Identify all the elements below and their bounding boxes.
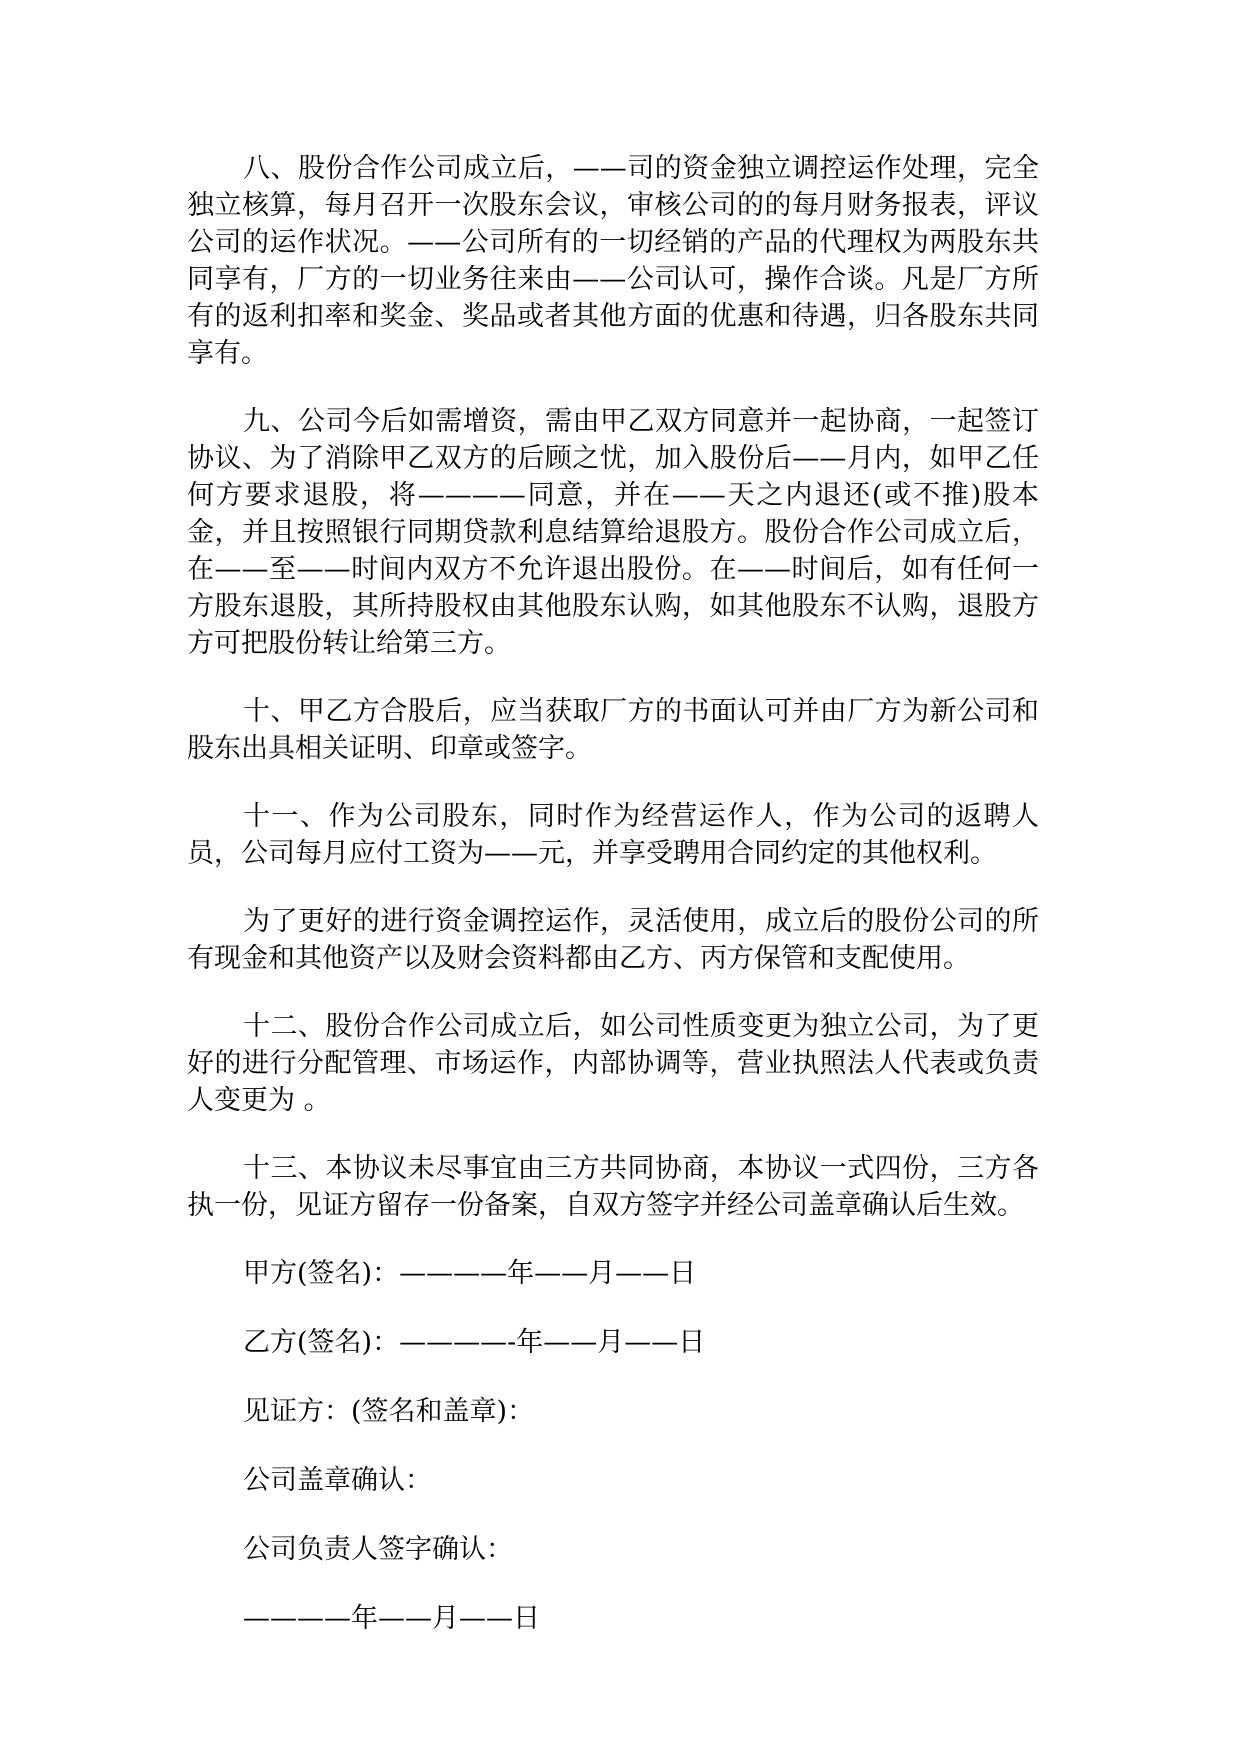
clause-8-paragraph: 八、股份合作公司成立后，——司的资金独立调控运作处理，完全独立核算，每月召开一次股东会议，审核公司的的每月财务报表，评议公司的运作状况。——公司所有的一切经销的产品的代理权为两股东共同享有，厂方的一切业务往来由——公司认可，操作合谈。凡是厂方所有的返利扣率和奖金、奖品或者其他方面的优惠和待遇，归各股东共同享有。: [187, 153, 1039, 369]
witness-signature-line: 见证方：(签名和盖章)：: [243, 1396, 535, 1427]
clause-9-paragraph: 九、公司今后如需增资，需由甲乙双方同意并一起协商，一起签订协议、为了消除甲乙双方的后顾之忧，加入股份后——月内，如甲乙任何方要求退股，将————同意，并在——天之内退还(或不推)股本金，并且按照银行同期贷款利息结算给退股方。股份合作公司成立后，在——至——时间内双方不允许退出股份。在——时间后，如有任何一方股东退股，其所持股权由其他股东认购，如其他股东不认购，退股方方可把股份转让给第三方。: [187, 406, 1039, 659]
company-head-signature-line: 公司负责人签字确认：: [243, 1534, 513, 1565]
clause-12-paragraph: 十二、股份合作公司成立后，如公司性质变更为独立公司，为了更好的进行分配管理、市场运作，内部协调等，营业执照法人代表或负责人变更为 。: [187, 1011, 1039, 1116]
clause-13-paragraph: 十三、本协议未尽事宜由三方共同协商，本协议一式四份，三方各执一份，见证方留存一份备案，自双方签字并经公司盖章确认后生效。: [187, 1153, 1039, 1221]
clause-11-paragraph: 十一、作为公司股东，同时作为经营运作人，作为公司的返聘人员，公司每月应付工资为——元，并享受聘用合同约定的其他权利。: [187, 801, 1039, 869]
date-line: ————年——月——日: [243, 1603, 540, 1634]
company-seal-line: 公司盖章确认：: [243, 1465, 432, 1496]
party-b-signature-line: 乙方(签名)：————-年——月——日: [243, 1327, 706, 1358]
fund-control-paragraph: 为了更好的进行资金调控运作，灵活使用，成立后的股份公司的所有现金和其他资产以及财会资料都由乙方、丙方保管和支配使用。: [187, 906, 1039, 974]
clause-10-paragraph: 十、甲乙方合股后，应当获取厂方的书面认可并由厂方为新公司和股东出具相关证明、印章或签字。: [187, 696, 1039, 764]
document-body: [187, 150, 1039, 1669]
party-a-signature-line: 甲方(签名)：————年——月——日: [243, 1258, 697, 1289]
